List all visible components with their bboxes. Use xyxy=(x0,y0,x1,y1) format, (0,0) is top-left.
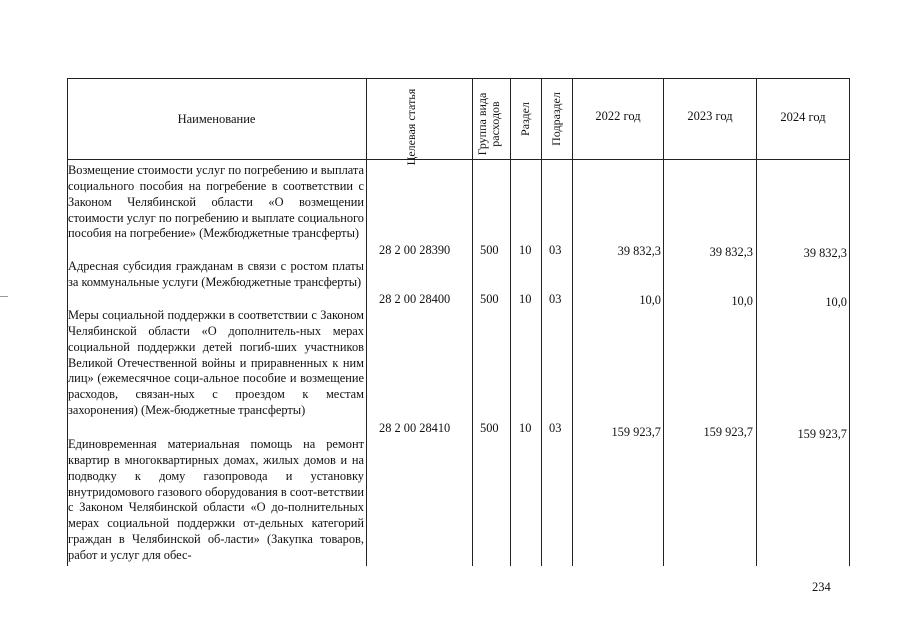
row-1-code: 28 2 00 28390 xyxy=(379,243,451,257)
header-bottom-border xyxy=(67,159,850,160)
row-3-group: 500 xyxy=(480,421,499,435)
row-2-2024: 10,0 xyxy=(825,295,847,309)
row-1-section: 10 xyxy=(519,243,532,257)
row-1-subsection: 03 xyxy=(549,243,562,257)
header-expense-group-text: Группа вида расходов xyxy=(475,92,502,156)
row-1-name: Возмещение стоимости услуг по погребению и выплата социального пособия на погребение в соответствии с Законом Челябинской области «О возмещении стоимости услуг по погребению и выплате социального пособия на погребение» (Межбюджетные трансферты) xyxy=(68,163,364,241)
row-3-2024: 159 923,7 xyxy=(797,427,847,441)
col-border-section xyxy=(541,78,542,566)
row-2-group: 500 xyxy=(480,292,499,306)
col-border-group xyxy=(510,78,511,566)
col-border-right xyxy=(849,78,850,566)
col-border-name xyxy=(366,78,367,566)
col-border-2022 xyxy=(663,78,664,566)
row-4-name: Единовременная материальная помощь на ремонт квартир в многоквартирных домах, жилых домов и на подводку к дому газопровода и установку внутридомового газового оборудования в соот-ветствии с Законом Челябинской области «О до-полнительных мерах социальной поддержки от-дельных категорий граждан в Челябинской об-ласти» (Закупка товаров, работ и услуг для обес- xyxy=(68,437,364,562)
col-border-2023 xyxy=(756,78,757,566)
row-3-2023: 159 923,7 xyxy=(703,425,753,439)
header-name: Наименование xyxy=(177,112,256,126)
col-border-subsection xyxy=(572,78,573,566)
row-3-code: 28 2 00 28410 xyxy=(379,421,451,435)
row-2-section: 10 xyxy=(519,292,532,306)
row-3-subsection: 03 xyxy=(549,421,562,435)
scan-edge-mark xyxy=(0,296,8,297)
header-2023: 2023 год xyxy=(687,109,733,123)
header-expense-group xyxy=(476,84,506,164)
row-2-code: 28 2 00 28400 xyxy=(379,292,451,306)
row-3-2022: 159 923,7 xyxy=(611,425,661,439)
row-1-2022: 39 832,3 xyxy=(617,244,661,258)
header-subsection-text: Подраздел xyxy=(549,92,563,146)
page-number: 234 xyxy=(812,580,831,594)
row-2-name: Адресная субсидия гражданам в связи с ростом платы за коммунальные услуги (Межбюджетные трансферты) xyxy=(68,259,364,289)
row-2-subsection: 03 xyxy=(549,292,562,306)
row-2-2023: 10,0 xyxy=(731,294,753,308)
header-2024: 2024 год xyxy=(780,110,826,124)
header-section-text: Раздел xyxy=(518,102,532,136)
row-3-section: 10 xyxy=(519,421,532,435)
header-section xyxy=(519,84,533,154)
row-1-2024: 39 832,3 xyxy=(803,246,847,260)
col-border-target xyxy=(472,78,473,566)
table-top-border xyxy=(67,78,850,79)
header-2022: 2022 год xyxy=(595,109,641,123)
row-1-2023: 39 832,3 xyxy=(709,245,753,259)
row-1-group: 500 xyxy=(480,243,499,257)
header-target-text: Целевая статья xyxy=(404,88,418,166)
row-2-2022: 10,0 xyxy=(639,293,661,307)
header-target xyxy=(405,85,433,169)
header-subsection xyxy=(550,84,564,154)
row-3-name: Меры социальной поддержки в соответствии с Законом Челябинской области «О дополнитель-ных мерах социальной поддержки детей погиб-ших участников Великой Отечественной войны и приравненных к ним лиц» (ежемесячное соци-альное пособие и возмещение расходов, связан-ных с проездом к местам захоронения) (Меж-бюджетные трансферты) xyxy=(68,308,364,418)
